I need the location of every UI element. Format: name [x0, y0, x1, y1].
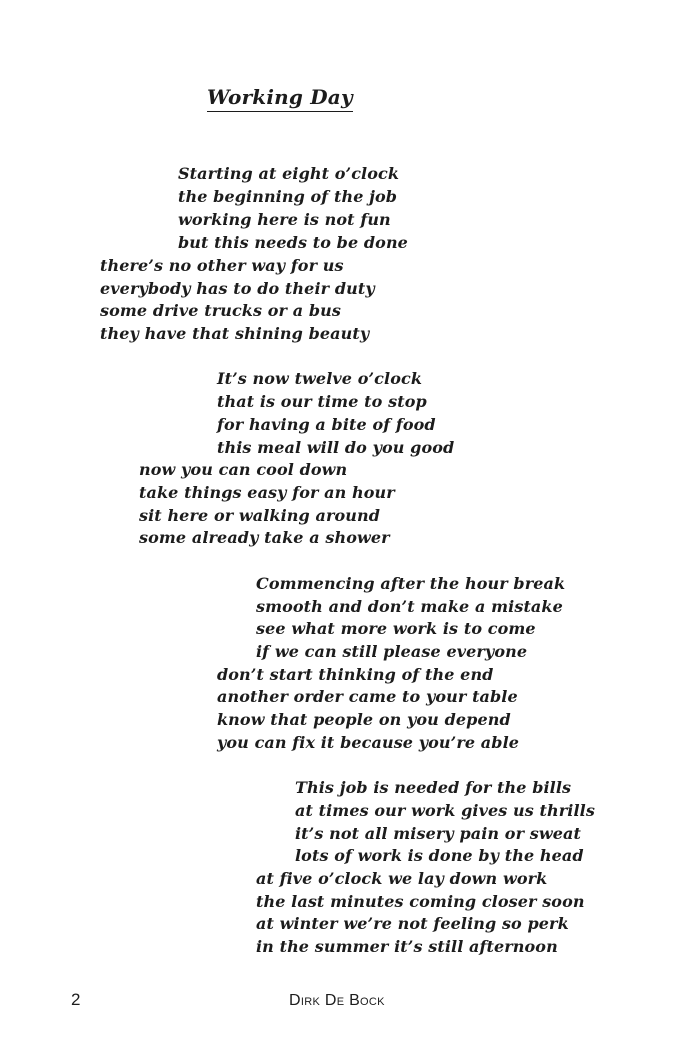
poem-line: but this needs to be done: [178, 233, 408, 252]
poem-line: sit here or walking around: [139, 506, 381, 525]
poem-line: at winter we’re not feeling so perk: [256, 914, 569, 933]
poem-line: know that people on you depend: [217, 710, 511, 729]
poem-line: the last minutes coming closer soon: [256, 892, 585, 911]
poem-line: if we can still please everyone: [256, 642, 528, 661]
poem-line: at times our work gives us thrills: [295, 801, 595, 820]
poem-line: the beginning of the job: [178, 187, 398, 206]
author-name: Dirk De Bock: [289, 992, 385, 1009]
page-number: 2: [71, 990, 81, 1009]
poem-line: some already take a shower: [139, 528, 390, 547]
poem-line: for having a bite of food: [217, 415, 436, 434]
poem-line: see what more work is to come: [256, 619, 536, 638]
poem-line: it’s not all misery pain or sweat: [295, 824, 581, 843]
poem-line: Commencing after the hour break: [256, 574, 566, 593]
poem-line: you can fix it because you’re able: [217, 733, 520, 752]
poem-line: everybody has to do their duty: [100, 279, 375, 298]
poem-line: take things easy for an hour: [139, 483, 395, 502]
poem-line: don’t start thinking of the end: [217, 665, 494, 684]
poem-line: another order came to your table: [217, 687, 518, 706]
poem-line: It’s now twelve o’clock: [217, 369, 423, 388]
poem-line: there’s no other way for us: [100, 256, 344, 275]
poem-line: lots of work is done by the head: [295, 846, 584, 865]
poem-line: that is our time to stop: [217, 392, 427, 411]
poem-line: some drive trucks or a bus: [100, 301, 341, 320]
poem-line: now you can cool down: [139, 460, 348, 479]
poem-line: Starting at eight o’clock: [178, 164, 400, 183]
poem-line: smooth and don’t make a mistake: [256, 597, 563, 616]
poem-line: working here is not fun: [178, 210, 391, 229]
poem-title: Working Day: [207, 84, 353, 112]
poem-line: this meal will do you good: [217, 438, 455, 457]
poem-line: they have that shining beauty: [100, 324, 370, 343]
poem-line: at five o’clock we lay down work: [256, 869, 548, 888]
poem-line: in the summer it’s still afternoon: [256, 937, 558, 956]
poem-line: This job is needed for the bills: [295, 778, 572, 797]
